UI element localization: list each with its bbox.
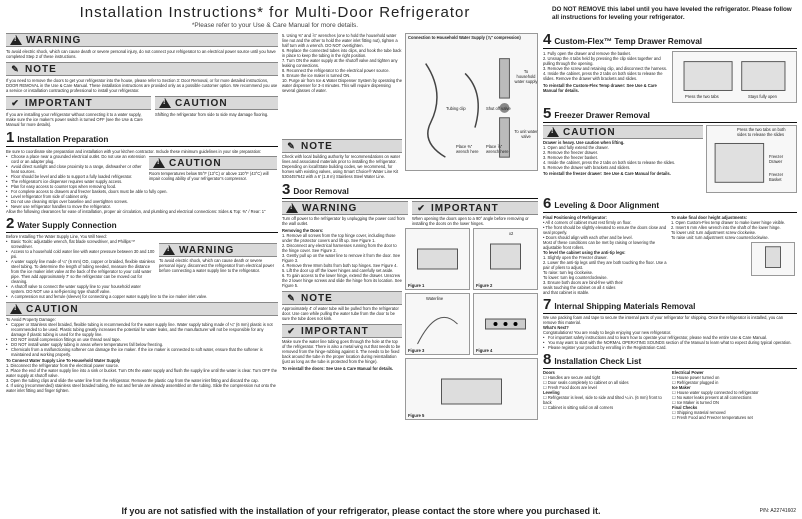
connect-step: 7. Turn ON the water supply at the shutoff valve and tighten any leaking connections. — [282, 58, 398, 68]
figure-5 — [405, 358, 538, 420]
list-item: • Avoid direct sunlight and close proximity to a range, dishwasher or other heat sources. — [6, 164, 146, 174]
figure-caption: Figure 2 — [476, 283, 493, 288]
check-icon: ✔ — [417, 202, 426, 213]
checklist-item[interactable]: ☐ Shipping material removed — [672, 410, 726, 415]
list-item: • Plan for easy access to counter tops when removing food. — [6, 184, 278, 189]
list-item: • A compression nut and ferrule (sleeve) for connecting a copper water supply line to the ice maker inlet valve. — [6, 294, 278, 299]
connect-step: 10. Purge air from Ice & Water Dispenser System by operating the water dispenser for 3-4 minutes. This will require dispensing several glasses of water. — [282, 78, 402, 93]
checklist-item[interactable]: ☐ House power turned on — [672, 375, 720, 380]
list-item: • A water supply line made of ¼" (6 mm) OD, copper or braided, flexible stainless steel tubing. To determine the length of tubing needed, measure the distance from the ice maker inlet valve at the back of the refrigerator to your cold water pipe. Then add approximately 7' so the refrigerator can be moved out for cleaning. — [6, 259, 156, 284]
connect-heading: To Connect Water Supply Line To Household Water Supply — [6, 358, 121, 363]
step: 2. Unsnap the 4 tabs held by pressing the clip sides together and pulling through the opening. — [543, 56, 661, 66]
list-item: • Choose a place near a grounded electrical outlet. Do not use an extension cord or an adapter plug. — [6, 154, 146, 164]
step: 2. Remove the freezer drawer. — [543, 150, 599, 155]
caution-text: Drawer is heavy. Use caution when lifting. — [543, 140, 625, 145]
important-bar: ✔ IMPORTANT — [282, 324, 402, 338]
checklist-heading: Ice Maker — [672, 385, 691, 390]
reinstall-text: To reinstall the freezer drawer: See Use & Care Manual for details. — [543, 171, 671, 176]
freezer-drawer-figure — [706, 125, 797, 193]
section-2-intro: Before Installing The Water Supply Line, You Will Need: — [6, 234, 107, 239]
page-subtitle: *Please refer to your Use & Care Manual for more details. — [191, 22, 359, 29]
figure-label: To unit water valve — [514, 129, 538, 139]
caution-bar: ! CAUTION — [149, 156, 277, 170]
step: 3. Remove the screw and retaining clip, and disconnect the harness. — [543, 66, 668, 71]
reinstall-text: To reinstall the doors: See Use & Care Manual for details. — [282, 366, 394, 371]
footer — [0, 503, 802, 519]
pencil-icon: ✎ — [287, 140, 296, 151]
figure-caption: Figure 1 — [408, 283, 425, 288]
anti-tip-leg-figure — [751, 242, 795, 276]
figure-label: Place ⅜" wrench here — [456, 144, 479, 154]
caution-list — [6, 322, 278, 357]
water-connection-figure — [405, 33, 538, 171]
harness-diagram — [474, 229, 537, 289]
leveling-text: To lower: turn leg counterclockwise. — [543, 275, 608, 280]
caution-triangle-icon — [547, 127, 559, 137]
caution-intro: To Avoid Property Damage: — [6, 317, 56, 322]
warning-triangle-icon — [163, 245, 175, 255]
list-item: • For important safety instructions and to learn how to operate your refrigerator, please read the entire Use & Care Manual. — [543, 335, 797, 340]
checklist-item[interactable]: ☐ Refrigerator is level, side to side and tilted ¼ in. (6 mm) front to back — [543, 395, 662, 405]
caution-text: Room temperatures below 55°F (13°C) or above 110°F (43°C) will impair cooling ability of your refrigerator's compressor. — [149, 171, 269, 181]
checklist-item[interactable]: ☐ Door seals completely to cabinet on all sides — [543, 380, 629, 385]
removing-step: 6. To gain access to the lower hinge, extend the drawer. Unscrew the 2 lower hinge screws and slide the hinge from its location. See Figure 5. — [282, 273, 402, 288]
checklist-item[interactable]: ☐ Cabinet is sitting solid on all corners — [543, 405, 614, 410]
figure-label: Stays fully open — [748, 94, 777, 99]
footer-text: If you are not satisfied with the installation of your refrigerator, please contact the store where you purchased it. — [121, 506, 601, 516]
leveling-text: Most of these conditions can be met by raising or lowering the adjustable front rollers. — [543, 240, 656, 250]
step: 3. Remove the freezer basket. — [543, 155, 598, 160]
column-1 — [6, 33, 278, 393]
warning-bar: ! WARNING — [6, 33, 278, 47]
pencil-icon: ✎ — [11, 63, 20, 74]
step: 1. Open and fully extend the drawer. — [543, 145, 609, 150]
caution-triangle-icon — [10, 304, 22, 314]
warning-triangle-icon — [10, 35, 22, 45]
whats-next-heading: What's Next? — [543, 325, 569, 330]
header — [0, 4, 550, 29]
door-adjust-text: To make final door height adjustments: — [671, 215, 748, 220]
removing-step: 1. Remove all screws from the top hinge cover, including those under the protector covers and lift up. See Figure 1. — [282, 233, 396, 243]
list-item: • Access to a household cold water line with water pressure between 30 and 100 psi. — [6, 249, 156, 259]
check-icon: ✔ — [11, 97, 20, 108]
list-item: • DO NOT install water supply tubing in areas where temperatures fall below freezing. — [6, 342, 278, 347]
section-2-list-b — [6, 294, 278, 299]
caution-triangle-icon — [159, 98, 171, 108]
list-item: • For complete access to drawers and freezer baskets, doors must be able to fully open. — [6, 189, 278, 194]
important-text: If you are installing your refrigerator without connecting it to a water supply, make sure the ice maker's power switch is turned OFF (see the Use & Care Manual for more details). — [6, 112, 143, 127]
connect-step: 2. Place the end of the water supply line into a sink or bucket. Turn ON the water supply and flush the supply line until the water is clear. Turn OFF the water supply at shutoff valve. — [6, 368, 278, 378]
section-4-heading: 4 Custom-Flex™ Temp Drawer Removal — [543, 33, 797, 49]
list-item: • Chemicals from a malfunctioning softener can damage the ice maker. If the ice maker is connected to soft water, ensure that the softener is maintained and working properly. — [6, 347, 278, 357]
list-item: • Basic Tools: adjustable wrench, flat blade screwdriver, and Phillips™ screwdriver. — [6, 239, 156, 249]
list-item: • Copper or Stainless steel braided, flexible tubing is recommended for the water supply line. Water supply tubing made of ¼" (6 mm) plastic is not recommended to be used. Plastic tubing greatly increases the potential for water leaks, and the manufacturer will not be responsible for any damage if plastic tubing is used for the supply line. — [6, 322, 278, 337]
whats-next-text: Congratulations! You are ready to begin enjoying your new refrigerator. — [543, 330, 672, 335]
section-1-list-a — [6, 154, 146, 184]
figure-label: To household water supply — [514, 69, 538, 84]
whats-next-list — [543, 335, 797, 350]
figure-caption: Figure 4 — [476, 348, 493, 353]
note-bar: ✎ NOTE — [282, 291, 402, 305]
figure-title: Connection to Household Water Supply (⅞" compression) — [408, 35, 521, 40]
door-adjust-text: 1. Open Custom-Flex temp drawer to make lower hinge visible. — [671, 220, 786, 225]
figure-label: Press the two tabs — [685, 94, 719, 99]
warning-text: Turn off power to the refrigerator by unplugging the power cord from the wall outlet. — [282, 216, 405, 226]
figure-label: Tubing clip — [446, 106, 466, 111]
figure-label: x2 — [509, 231, 514, 236]
important-text: Make sure the water line tubing goes through the hole at the top of the refrigerator. There is also a metal wing nut that needs to be removed from the hinge-rubbing against it. The needs to be fixed back around the tube in the proper location during reinstallation (just as long as the tube is protected from the hinge). — [282, 339, 401, 364]
list-item: • Level refrigerator from side of cabinet only. — [6, 194, 278, 199]
section-7-heading: 7 Internal Shipping Materials Removal — [543, 298, 797, 314]
list-item: • The refrigerator's ice dispenser requires water supply access. — [6, 179, 146, 184]
warning-text: To avoid electric shock, which can cause death or severe personal injury, do not connect your refrigerator to an electrical power source until you have completed Step 2 of these instructions. — [6, 49, 276, 59]
removing-step: 4. Remove three 8mm bolts from both top hinges. See Figure 4. — [282, 263, 398, 268]
step: 4. Inside the cabinet, press the 2 tabs on both sides to release the slides. — [543, 160, 676, 165]
checklist-heading: Final Checks — [672, 405, 698, 410]
removing-heading: Removing the Doors: — [282, 228, 324, 233]
checklist-item[interactable]: ☐ Fresh Food and Freezer temperatures set — [672, 415, 753, 420]
page-title: Installation Instructions* for Multi-Door Refrigerator — [79, 4, 471, 21]
connect-step: 9. Ensure the ice maker is turned ON. — [282, 73, 351, 78]
door-adjust-text: To raise unit: turn adjustment screw counterclockwise. — [671, 235, 769, 240]
hinge-bolts-diagram — [474, 294, 537, 354]
column-3 — [543, 33, 797, 420]
step: 4. Inside the cabinet, press the 2 tabs on both sides to release the slides. Remove the drawer with brackets and slides. — [543, 71, 663, 81]
leveling-text: 2. Lower the anti-tip legs until they are both touching the floor. Use a pair of pliers to adjust. — [543, 260, 667, 270]
checklist-item[interactable]: ☐ Handles are secure and tight — [543, 375, 601, 380]
warning-triangle-icon — [286, 203, 298, 213]
warning-bar: ! WARNING — [159, 243, 277, 257]
drawer-removal-figure — [672, 51, 797, 103]
connect-step: 3. Open the tubing clips and slide the water line from the refrigerator. Remove the plastic cap from the water inlet fitting and discard the cap. — [6, 378, 259, 383]
section-8-heading: 8 Installation Check List — [543, 353, 797, 369]
figure-label: Freezer Basket — [769, 172, 784, 182]
connect-step: 5. Using ⅜" and ⅞" wrenches (one to hold the household water line nut and the other to hold the water inlet fitting nut), tighten a half turn with a wrench. DO NOT overtighten. — [282, 33, 398, 48]
note-text: Approximately 4' of water tube will be pulled from the refrigerator door. Use care while pulling the water tube from the door to be sure the tube does not kink. — [282, 306, 399, 321]
checklist-item[interactable]: ☐ House water supply connected to refrigerator — [672, 390, 759, 395]
figure-2 — [473, 228, 538, 290]
section-3-heading: 3 Door Removal — [282, 183, 538, 199]
list-item: • Please register your product by enrolling in the Registration Card. — [543, 345, 797, 350]
figure-3 — [405, 293, 470, 355]
section-1-heading: 1 Installation Preparation — [6, 131, 278, 147]
list-item: • DO NOT install compression fittings on use thread seal tape. — [6, 337, 278, 342]
note-bar: ✎ NOTE — [282, 139, 402, 153]
connect-step: 1. Disconnect the refrigerator from the electrical power source. — [6, 363, 120, 368]
note-text: If you need to remove the doors to get your refrigerator into the house, please refer to Section 3: Door Removal, or for more detailed instructions, DOOR REMOVAL in the Use & Care Manual. These installation instructions are provided only as a possible customer option. We recommend you use a service or installation contracting professional to install your refrigerator. — [6, 78, 278, 93]
warning-bar: ! WARNING — [282, 201, 408, 215]
leveling-text: 3. Ensure both doors are bind-free with their seals touching the cabinet on all 4 sides and that cabinet is stable. — [543, 280, 623, 295]
removing-step: 3. Gently pull up on the water line to remove it from the door. See Figure 3. — [282, 253, 401, 263]
list-item: • Never use refrigerator handles to move the refrigerator. — [6, 204, 278, 209]
note-text: Check with local building authority for recommendations on water lines and associated materials prior to installing the refrigerator. Depending on local/State building codes, we recommend, for homes with existing valves, using Smart Choice® Water Line Kit 5304457642 with a 6' (1.8 m) Stainless Steel Water Line. — [282, 154, 401, 179]
checklist-heading: Leveling — [543, 390, 560, 395]
caution-bar: ! CAUTION — [543, 125, 703, 139]
door-adjust-text: To lower unit: turn adjustment screw clockwise. — [671, 230, 757, 235]
section-2-list — [6, 239, 156, 294]
figure-label: Press the two tabs on both sides to release the slides — [737, 127, 786, 137]
section-1-list-b — [6, 184, 278, 209]
section-5-heading: 5 Freezer Drawer Removal — [543, 107, 797, 123]
clearance-text: Allow the following clearances for ease of installation, proper air circulation, and plumbing and electrical connections: Sides & Top: ⅜" / Rear: 1" — [6, 209, 266, 214]
section-7-text: We use packing foam and tape to secure the internal parts of your refrigerator for shipping. Once the refrigerator is installed, you can remove this material. — [543, 315, 783, 325]
figure-caption: Figure 3 — [408, 348, 425, 353]
door-adjust-text: 2. Insert 6 mm Allen wrench into the shaft of the lower hinge. — [671, 225, 781, 230]
figure-1 — [405, 228, 470, 290]
check-icon: ✔ — [287, 325, 296, 336]
figure-label: Place ⅞" wrench here — [486, 144, 509, 154]
connect-step: 4. If using (recommended) stainless steel braided tubing, the nut and ferrule are already assembled on the tubing. Slide the compression nut onto the water inlet fitting and finger tighten. — [6, 383, 276, 393]
caution-text: Shifting the refrigerator from side to side may damage flooring. — [155, 112, 269, 117]
connect-step: 6. Replace the connected tubes into clips, and hook the tube back in place to keep the tubing in the right position. — [282, 48, 402, 58]
column-2 — [282, 33, 538, 420]
checklist-item[interactable]: ☐ Refrigerator plugged in — [672, 380, 719, 385]
important-text: When opening the doors open to a 90° angle before removing or installing the doors on the lower hinges. — [412, 216, 529, 226]
checklist-heading: Doors — [543, 370, 555, 375]
figure-label: Shut off valve — [486, 106, 511, 111]
leveling-text: To level the cabinet using the anti-tip legs: — [543, 250, 626, 255]
leveling-text: Final Positioning of Refrigerator: — [543, 215, 607, 220]
section-2-heading: 2 Water Supply Connection — [6, 217, 278, 233]
list-item: • You may want to start with the NORMAL OPERATING SOUNDS section of the Manual to learn what to expect during typical operation. — [543, 340, 797, 345]
important-bar: ✔ IMPORTANT — [412, 201, 538, 215]
step: 1. Fully open the drawer and remove the basket. — [543, 51, 631, 56]
checklist-item[interactable]: ☐ Ice Maker is turned ON — [672, 400, 719, 405]
note-bar: ✎ NOTE — [6, 62, 278, 76]
removing-step: 2. Disconnect any electrical harnesses running from the door to the hinge cover. See Figure 2. — [282, 243, 397, 253]
checklist-item[interactable]: ☐ Fresh Food doors are level — [543, 385, 597, 390]
connect-step: 8. Reconnect the refrigerator to the electrical power source. — [282, 68, 390, 73]
leveling-text: To raise: turn leg clockwise. — [543, 270, 594, 275]
leveling-text: • Doors should align with each other and be level. — [543, 235, 633, 240]
hinge-cover-diagram — [406, 229, 469, 289]
caution-bar: ! CAUTION — [6, 302, 278, 316]
leveling-text: • All 4 corners of cabinet must rest firmly on floor. — [543, 220, 632, 225]
part-number: P/N: A22741602 — [759, 508, 796, 514]
figure-4 — [473, 293, 538, 355]
reinstall-text: To reinstall the Custom-Flex Temp drawer: See Use & Care Manual for details. — [543, 83, 657, 93]
removing-step: 5. Lift the door up off the lower hinges and carefully set aside. — [282, 268, 394, 273]
do-not-remove-notice: DO NOT REMOVE this label until you have leveled the refrigerator. Please follow all instructions for leveling your refrigerator. — [552, 6, 792, 21]
list-item: • Do not use cleaning strips over baseline and overtighten screws. — [6, 199, 278, 204]
leveling-text: 1. Slightly open the Freezer drawer. — [543, 255, 608, 260]
lower-hinge-diagram — [406, 359, 537, 419]
section-1-intro: Be sure to coordinate site preparation and installation with your kitchen contractor. Include these minimum guidelines in your site preparation: — [6, 149, 262, 154]
figure-label: Waterline — [426, 296, 444, 301]
figure-caption: Figure 5 — [408, 413, 425, 418]
caution-bar: ! CAUTION — [155, 96, 278, 110]
warning-text: To avoid electric shock, which can cause death or severe personal injury, disconnect the refrigerator from electrical power before connecting a water supply line to the refrigerator. — [159, 258, 275, 273]
checklist-heading: Electrical Power — [672, 370, 704, 375]
section-6-heading: 6 Leveling & Door Alignment — [543, 197, 797, 213]
list-item: • A shutoff valve to connect the water supply line to your household water system. DO NOT use a self-piercing type shutoff valve. — [6, 284, 156, 294]
leveling-text: • The front should be slightly elevated to ensure the doors close and seal properly. — [543, 225, 667, 235]
figure-label: Freezer Drawer — [769, 154, 784, 164]
caution-triangle-icon — [153, 158, 165, 168]
list-item: • Floor should be level and able to support a fully loaded refrigerator. — [6, 174, 146, 179]
important-bar: ✔ IMPORTANT — [6, 96, 151, 110]
checklist-item[interactable]: ☐ No water leaks present at all connections — [672, 395, 752, 400]
step: 5. Remove the drawer with brackets and sliders. — [543, 165, 631, 170]
water-line-diagram — [406, 294, 469, 354]
leg-diagram — [752, 243, 794, 275]
pencil-icon: ✎ — [287, 292, 296, 303]
